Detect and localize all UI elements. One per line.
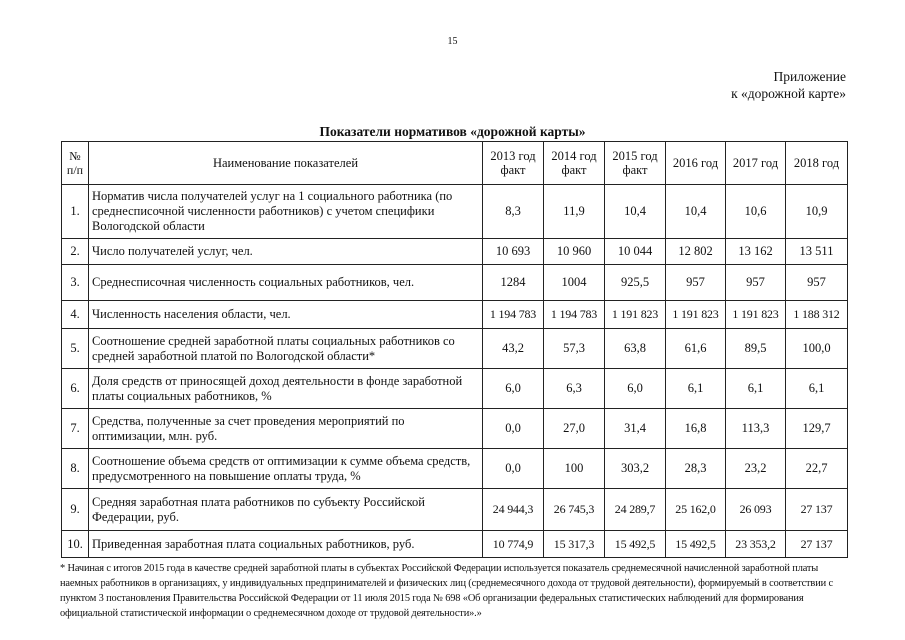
value-2013: 0,0 <box>483 449 544 489</box>
value-2014: 26 745,3 <box>544 489 605 531</box>
value-2017: 1 191 823 <box>726 301 786 329</box>
value-2016: 16,8 <box>666 409 726 449</box>
table-row <box>62 531 848 558</box>
row-number: 6. <box>62 369 89 409</box>
header-year-2014: 2014 год факт <box>544 142 605 185</box>
indicator-name: Число получателей услуг, чел. <box>89 239 483 265</box>
value-2018: 27 137 <box>786 489 848 531</box>
value-2013: 6,0 <box>483 369 544 409</box>
row-number: 8. <box>62 449 89 489</box>
appendix-note <box>731 68 846 102</box>
table-row <box>62 265 848 301</box>
value-2014: 100 <box>544 449 605 489</box>
row-number: 9. <box>62 489 89 531</box>
value-2016: 957 <box>666 265 726 301</box>
value-2016: 10,4 <box>666 185 726 239</box>
value-2015: 10,4 <box>605 185 666 239</box>
value-2015: 6,0 <box>605 369 666 409</box>
value-2017: 23,2 <box>726 449 786 489</box>
table-row <box>62 329 848 369</box>
header-row-number: № п/п <box>62 142 89 185</box>
value-2015: 63,8 <box>605 329 666 369</box>
table-row <box>62 369 848 409</box>
table-row <box>62 239 848 265</box>
value-2016: 25 162,0 <box>666 489 726 531</box>
value-2017: 26 093 <box>726 489 786 531</box>
indicator-name: Численность населения области, чел. <box>89 301 483 329</box>
value-2018: 22,7 <box>786 449 848 489</box>
value-2015: 925,5 <box>605 265 666 301</box>
header-year-2015: 2015 год факт <box>605 142 666 185</box>
value-2013: 24 944,3 <box>483 489 544 531</box>
header-year-2013: 2013 год факт <box>483 142 544 185</box>
row-number: 1. <box>62 185 89 239</box>
value-2014: 6,3 <box>544 369 605 409</box>
table-row <box>62 185 848 239</box>
row-number: 2. <box>62 239 89 265</box>
value-2014: 57,3 <box>544 329 605 369</box>
value-2013: 1284 <box>483 265 544 301</box>
value-2016: 61,6 <box>666 329 726 369</box>
value-2014: 1004 <box>544 265 605 301</box>
document-title: Показатели нормативов «дорожной карты» <box>319 124 586 139</box>
value-2018: 1 188 312 <box>786 301 848 329</box>
value-2017: 113,3 <box>726 409 786 449</box>
value-2014: 11,9 <box>544 185 605 239</box>
value-2013: 43,2 <box>483 329 544 369</box>
value-2018: 957 <box>786 265 848 301</box>
value-2015: 15 492,5 <box>605 531 666 558</box>
value-2016: 12 802 <box>666 239 726 265</box>
value-2014: 10 960 <box>544 239 605 265</box>
value-2014: 1 194 783 <box>544 301 605 329</box>
footnote: * Начиная с итогов 2015 года в качестве средней заработной платы в субъектах Российской Федерации используется показатель среднемесячной начисленной заработной платы наемных работников в организациях, у индивидуальных предпринимателей и физических лиц (среднемесячного дохода от трудовой деятельности), формируемый в соответствии с пунктом 3 постановления Правительства Российской Федерации от 11 июля 2015 года № 698 «Об организации федеральных статистических наблюдений для формирования официальной статистической информации о среднемесячном доходе от трудовой деятельности».» <box>60 563 833 619</box>
indicators-table <box>61 141 848 558</box>
table-row <box>62 301 848 329</box>
value-2015: 303,2 <box>605 449 666 489</box>
appendix-line-1: Приложение <box>773 69 846 84</box>
value-2018: 129,7 <box>786 409 848 449</box>
table-row <box>62 489 848 531</box>
indicator-name: Соотношение средней заработной платы социальных работников со средней заработной платой по Вологодской области* <box>89 329 483 369</box>
value-2015: 24 289,7 <box>605 489 666 531</box>
value-2013: 1 194 783 <box>483 301 544 329</box>
indicator-name: Соотношение объема средств от оптимизации к сумме объема средств, предусмотренного на повышение оплаты труда, % <box>89 449 483 489</box>
value-2018: 6,1 <box>786 369 848 409</box>
value-2017: 10,6 <box>726 185 786 239</box>
value-2018: 13 511 <box>786 239 848 265</box>
row-number: 10. <box>62 531 89 558</box>
value-2014: 15 317,3 <box>544 531 605 558</box>
value-2017: 6,1 <box>726 369 786 409</box>
value-2013: 0,0 <box>483 409 544 449</box>
value-2018: 100,0 <box>786 329 848 369</box>
value-2016: 28,3 <box>666 449 726 489</box>
value-2013: 10 774,9 <box>483 531 544 558</box>
row-number: 3. <box>62 265 89 301</box>
value-2017: 23 353,2 <box>726 531 786 558</box>
header-year-2017: 2017 год <box>726 142 786 185</box>
value-2017: 957 <box>726 265 786 301</box>
appendix-line-2: к «дорожной карте» <box>731 86 846 101</box>
row-number: 7. <box>62 409 89 449</box>
header-year-2016: 2016 год <box>666 142 726 185</box>
value-2015: 10 044 <box>605 239 666 265</box>
value-2013: 8,3 <box>483 185 544 239</box>
row-number: 5. <box>62 329 89 369</box>
indicator-name: Средняя заработная плата работников по субъекту Российской Федерации, руб. <box>89 489 483 531</box>
table-header-row <box>62 142 848 185</box>
header-indicator-name: Наименование показателей <box>89 142 483 185</box>
value-2017: 89,5 <box>726 329 786 369</box>
value-2013: 10 693 <box>483 239 544 265</box>
header-year-2018: 2018 год <box>786 142 848 185</box>
page-number: 15 <box>447 36 458 47</box>
value-2018: 10,9 <box>786 185 848 239</box>
indicator-name: Норматив числа получателей услуг на 1 социального работника (по среднесписочной численности работников) с учетом специфики Вологодской области <box>89 185 483 239</box>
value-2017: 13 162 <box>726 239 786 265</box>
value-2015: 1 191 823 <box>605 301 666 329</box>
row-number: 4. <box>62 301 89 329</box>
indicator-name: Приведенная заработная плата социальных работников, руб. <box>89 531 483 558</box>
value-2016: 1 191 823 <box>666 301 726 329</box>
indicator-name: Доля средств от приносящей доход деятельности в фонде заработной платы социальных работников, % <box>89 369 483 409</box>
value-2016: 6,1 <box>666 369 726 409</box>
value-2015: 31,4 <box>605 409 666 449</box>
indicator-name: Среднесписочная численность социальных работников, чел. <box>89 265 483 301</box>
indicator-name: Средства, полученные за счет проведения мероприятий по оптимизации, млн. руб. <box>89 409 483 449</box>
value-2016: 15 492,5 <box>666 531 726 558</box>
table-row <box>62 449 848 489</box>
value-2014: 27,0 <box>544 409 605 449</box>
table-row <box>62 409 848 449</box>
value-2018: 27 137 <box>786 531 848 558</box>
